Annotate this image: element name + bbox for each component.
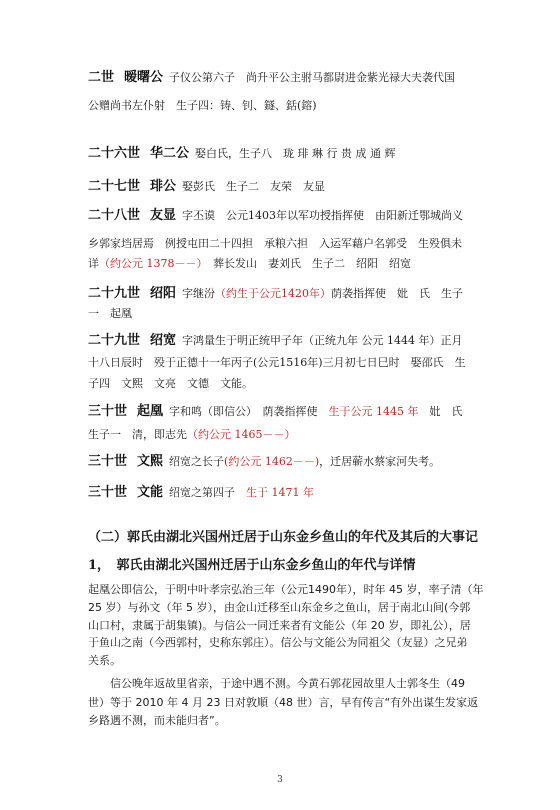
- date-note: (约公元 1462－－): [224, 455, 320, 468]
- entry-line: [88, 307, 132, 321]
- date-note: 生于 1471 年: [246, 486, 315, 499]
- entry-line: [88, 455, 440, 469]
- entry-text: 葬长发山 妻刘氏 生子二 绍阳 绍宽: [202, 257, 411, 270]
- entry-text: ，迁居蕲水蔡家河失考。: [319, 455, 441, 468]
- paragraph-line: 信公晚年返故里省亲，于途中遇不测。今黄石郭花园故里人士郭冬生（49: [88, 677, 465, 690]
- generation-label: 三十世: [88, 485, 128, 500]
- subheading: 1， 郭氏由湖北兴国州迁居于山东金乡鱼山的年代与详情: [88, 558, 416, 573]
- person-name: 华二公: [150, 146, 190, 161]
- date-note: （约生于公元1420年）: [215, 287, 332, 300]
- generation-label: 二十九世: [88, 286, 141, 301]
- person-name: 文熙: [137, 454, 164, 469]
- entry-line: [88, 356, 466, 370]
- entry-line: [88, 405, 463, 419]
- entry-text: 妣 氏: [418, 405, 463, 418]
- generation-label: 二十六世: [88, 146, 141, 161]
- entry-text: 乡郭家垱居焉 例授屯田二十四担 承粮六担 入运军藉户名郭受 生殁俱未: [88, 237, 462, 250]
- entry-line: [88, 428, 296, 442]
- entry-text: 娶白氏，生子八 珑 琲 琳 行 贵 成 通 辉: [195, 147, 396, 160]
- entry-line: [88, 287, 463, 301]
- person-name: 绍阳: [150, 286, 177, 301]
- entry-text: 荫袭指挥使 妣 氏 生子: [331, 287, 464, 300]
- paragraph-line: 世）等于 2010 年 4 月 23 日对敦順（48 世）言，早有传言“有外出谋生发家返: [88, 696, 479, 709]
- entry-text: 子仪公第六子 尚升平公主驸马都尉进金紫光禄大夫袭代国: [169, 71, 456, 84]
- generation-label: 二十八世: [88, 208, 141, 223]
- generation-label: 三十世: [88, 454, 128, 469]
- entry-line: [88, 147, 396, 161]
- paragraph-line: 于鱼山之南（今西郭村，史称东郭庄）。信公与文能公为同祖父（友显）之兄弟: [88, 636, 468, 649]
- person-name: 琲公: [150, 179, 177, 194]
- entry-line: [88, 377, 253, 391]
- entry-text: 绍宽之第四子: [169, 486, 247, 499]
- date-note: （约公元 1465－－）: [187, 428, 296, 441]
- date-note: 生于公元 1445 年: [328, 405, 419, 418]
- paragraph-line: 25 岁）与孙文（年 5 岁），由金山迁移至山东金乡之鱼山，居于南北山间(今郭: [88, 601, 471, 614]
- entry-line: [88, 486, 314, 500]
- entry-text: 娶彭氏 生子二 友荣 友显: [182, 180, 326, 193]
- entry-line: [88, 237, 462, 251]
- paragraph-line: 起凰公即信公，于明中叶孝宗弘治三年（公元1490年），时年 45 岁，率子清（年: [88, 583, 484, 596]
- entry-text: 一 起凰: [88, 307, 132, 320]
- person-name: 绍宽: [150, 333, 177, 348]
- entry-text: 绍宽之长子: [169, 455, 225, 468]
- generation-label: 二世: [88, 70, 115, 85]
- section-heading: （二）郭氏由湖北兴国州迁居于山东金乡鱼山的年代及其后的大事记: [88, 530, 479, 545]
- date-note: （约公元 1378－－）: [99, 257, 202, 270]
- generation-label: 二十九世: [88, 333, 141, 348]
- person-name: 友显: [150, 208, 177, 223]
- entry-line: [88, 334, 463, 348]
- entry-text: 详: [88, 257, 99, 270]
- person-name: 暧曙公: [124, 70, 164, 85]
- page-number: 3: [277, 775, 283, 785]
- entry-line: [88, 180, 325, 194]
- paragraph-line: 乡路遇不测，而未能归者”。: [88, 714, 226, 727]
- paragraph-line: 山口村，隶属于胡集镇)。与信公一同迁来者有文能公（年 20 岁，即礼公），居: [88, 619, 471, 632]
- entry-text: 字继汾: [182, 287, 216, 300]
- entry-text: 公赠尚书左仆射 生子四：铸、钊、鐩、銛(鎔): [88, 99, 317, 112]
- entry-line: [88, 99, 317, 113]
- generation-label: 三十世: [88, 404, 128, 419]
- person-name: 文能: [137, 485, 164, 500]
- entry-text: 生子一 清，即志先: [88, 428, 187, 441]
- entry-line: [88, 257, 411, 271]
- entry-text: 字丕谟 公元1403年以军功授指挥使 由阳新迁鄂城尚义: [182, 209, 464, 222]
- person-name: 起凰: [137, 404, 164, 419]
- entry-line: [88, 71, 455, 85]
- entry-text: 字和鸣（即信公） 荫袭指挥使: [169, 405, 329, 418]
- paragraph-line: 关系。: [88, 654, 121, 667]
- entry-text: 十八日辰时 殁于正德十一年丙子(公元1516年)三月初七日巳时 娶邵氏 生: [88, 356, 466, 369]
- generation-label: 二十七世: [88, 179, 141, 194]
- entry-text: 字鸿量生于明正统甲子年（正统九年 公元 1444 年）正月: [182, 334, 463, 347]
- entry-text: 子四 文熙 文亮 文德 文能。: [88, 377, 253, 390]
- entry-line: [88, 209, 463, 223]
